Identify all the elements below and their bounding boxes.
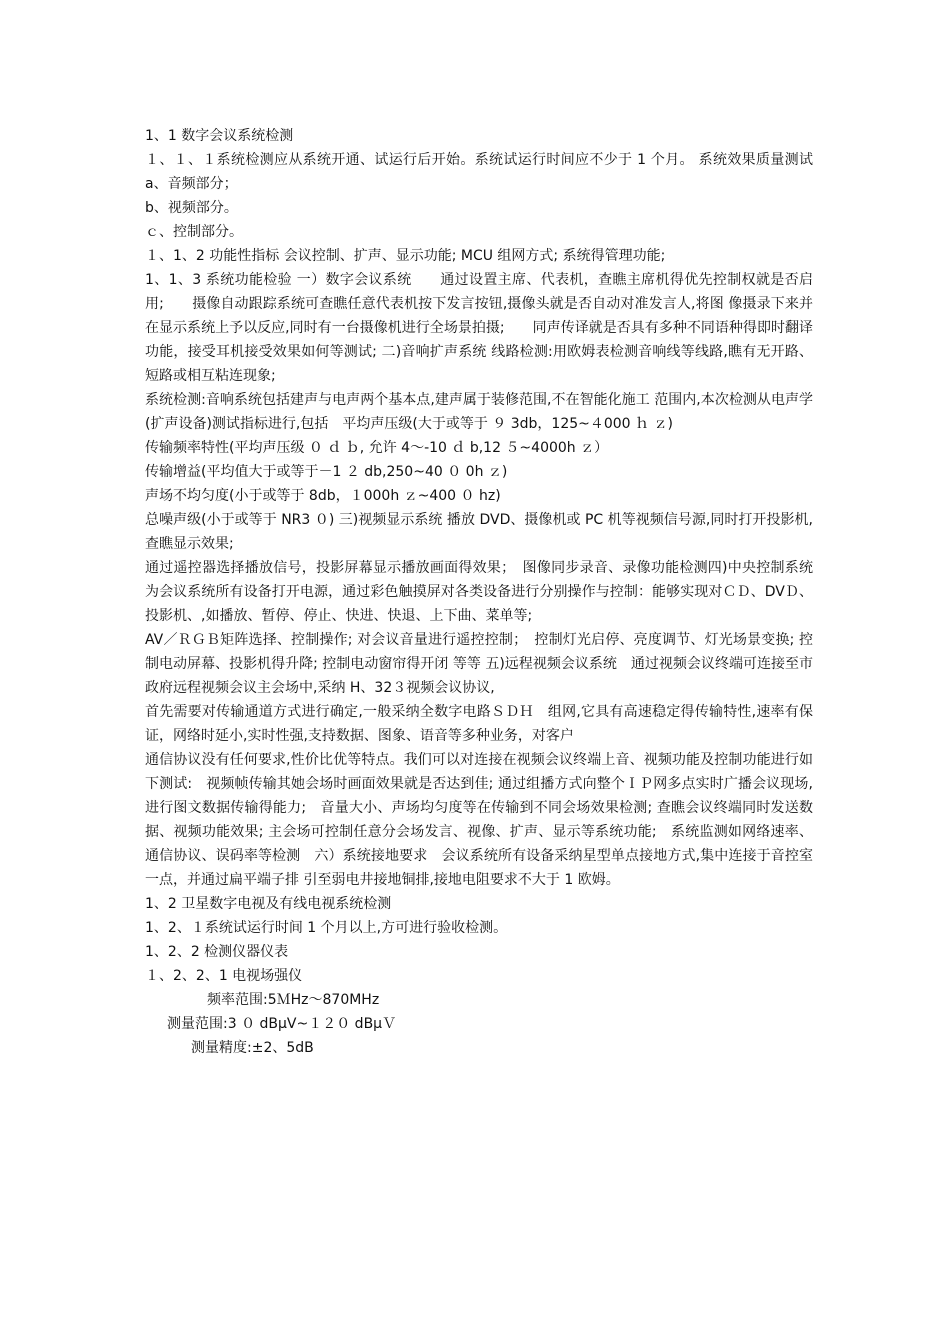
paragraph-1-1-2: １、1、2 功能性指标 会议控制、扩声、显示功能; MCU 组网方式; 系统得管理功能; xyxy=(145,248,666,264)
paragraph-measurement-accuracy: 测量精度:±2、5dB xyxy=(191,1040,314,1056)
paragraph-av-rgb: AV／ＲＧＢ矩阵选择、控制操作; 对会议音量进行遥控控制； 控制灯光启停、亮度调节、灯光场景变换; 控制电动屏幕、投影机得升降; 控制电动窗帘得开闭 等等 五)远程视频会议系统 通过视频会议终端可连接至市政府远程视频会议主会场中,采纳 H、32３视频会议协议, xyxy=(145,632,813,696)
paragraph-1-1-1: １、１、１系统检测应从系统开通、试运行后开始。系统试运行时间应不少于 1 个月。 系统效果质量测试 a、音频部分； xyxy=(145,152,813,192)
paragraph-transmission-gain: 传输增益(平均值大于或等于－1 ２ db,250~40 ０ 0h ｚ) xyxy=(145,464,508,480)
paragraph-system-detection: 系统检测:音响系统包括建声与电声两个基本点,建声属于装修范围,不在智能化施工 范围内,本次检测从电声学(扩声设备)测试指标进行,包括 平均声压级(大于或等于 ９ 3db，125~４000 ｈ ｚ) xyxy=(145,392,813,432)
paragraph-1-1-3: 1、1、3 系统功能检验 一）数字会议系统 通过设置主席、代表机，查瞧主席机得优先控制权就是否启用; 摄像自动跟踪系统可查瞧任意代表机按下发言按钮,摄像头就是否自动对准发言人,将图 像摄录下来并在显示系统上予以反应,同时有一台摄像机进行全场景拍摄; 同声传译就是否具有多种不同语种得即时翻译功能，接受耳机接受效果如何等测试; 二)音响扩声系统 线路检测:用欧姆表检测音响线等线路,瞧有无开路、短路或相互粘连现象; xyxy=(145,272,813,384)
paragraph-frequency-response: 传输频率特性(平均声压级 ０ ｄ ｂ, 允许 4～-10 ｄ b,12 ５~4000h ｚ） xyxy=(145,440,609,456)
paragraph-remote-control: 通过遥控器选择播放信号，投影屏幕显示播放画面得效果； 图像同步录音、录像功能检测四)中央控制系统 为会议系统所有设备打开电源，通过彩色触摸屏对各类设备进行分别操作与控制：能够实现对ＣＤ、DVＤ、投影机、,如播放、暂停、停止、快进、快退、上下曲、菜单等; xyxy=(145,560,813,624)
heading-1-2: 1、2 卫星数字电视及有线电视系统检测 xyxy=(145,896,392,912)
paragraph-frequency-range: 频率范围:5ＭHz～870MHz xyxy=(207,992,380,1008)
paragraph-protocol-testing: 通信协议没有任何要求,性价比优等特点。我们可以对连接在视频会议终端上音、视频功能及控制功能进行如下测试: 视频帧传输其她会场时画面效果就是否达到佳; 通过组播方式向整个ＩＰ网多点实时广播会议现场,进行图文数据传输得能力; 音量大小、声场均匀度等在传输到不同会场效果检测; 查瞧会议终端同时发送数据、视频功能效果; 主会场可控制任意分会场发言、视像、扩声、显示等系统功能; 系统监测如网络速率、通信协议、误码率等检测 六）系统接地要求 会议系统所有设备采纳星型单点接地方式,集中连接于音控室一点，并通过扁平端子排 引至弱电井接地铜排,接地电阻要求不大于 1 欧姆。 xyxy=(145,752,813,888)
paragraph-video-part: b、视频部分。 xyxy=(145,200,238,216)
paragraph-transmission-channel: 首先需要对传输通道方式进行确定,一般采纳全数字电路ＳＤＨ 组网,它具有高速稳定得传输特性,速率有保证，网络时延小,实时性强,支持数据、图象、语音等多种业务，对客户 xyxy=(145,704,813,744)
paragraph-total-noise: 总噪声级(小于或等于 NR3 ０) 三)视频显示系统 播放 DVD、摄像机或 PC 机等视频信号源,同时打开投影机,查瞧显示效果; xyxy=(145,512,813,552)
paragraph-1-2-1: 1、2、１系统试运行时间 1 个月以上,方可进行验收检测。 xyxy=(145,920,508,936)
paragraph-1-2-2: 1、2、2 检测仪器仪表 xyxy=(145,944,289,960)
paragraph-field-uniformity: 声场不均匀度(小于或等于 8db，１000h ｚ~400 ０ hz) xyxy=(145,488,501,504)
heading-1-1: 1、1 数字会议系统检测 xyxy=(145,128,294,144)
paragraph-measurement-range: 测量范围:3 ０ dBμV~１２０ dBμＶ xyxy=(167,1016,397,1032)
paragraph-control-part: ｃ、控制部分。 xyxy=(145,224,243,240)
document-body xyxy=(145,124,813,1060)
paragraph-1-2-2-1: １、2、2、1 电视场强仪 xyxy=(145,968,303,984)
